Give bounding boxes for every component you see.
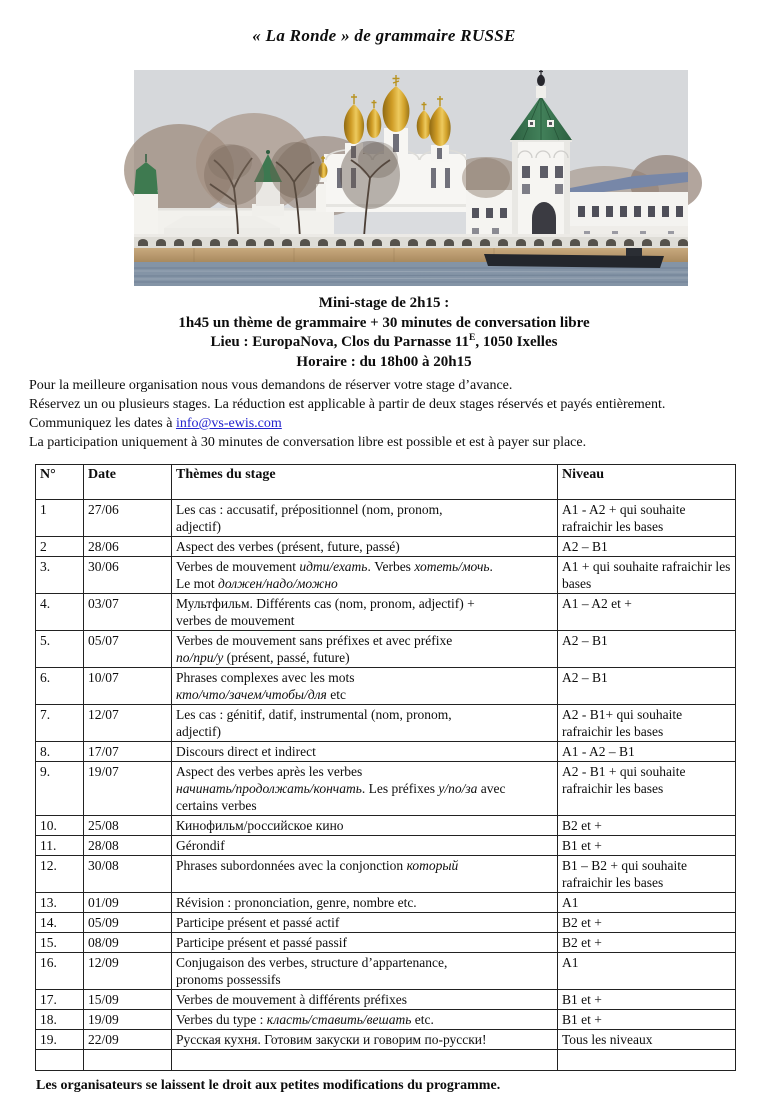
cell-theme: Мультфильм. Différents cas (nom, pronom, adjectif) + verbes de mouvement bbox=[172, 594, 558, 631]
document-page bbox=[0, 26, 768, 1108]
cell-number: 12. bbox=[36, 856, 84, 893]
intro-participation-note: La participation uniquement à 30 minutes de conversation libre est possible et est à payer sur place. bbox=[29, 435, 587, 450]
cell-level: Tous les niveaux bbox=[558, 1030, 736, 1050]
cell-level: B2 et + bbox=[558, 933, 736, 953]
cell-date: 01/09 bbox=[84, 893, 172, 913]
table-header-row bbox=[36, 465, 736, 500]
cell-level: A1 – A2 et + bbox=[558, 594, 736, 631]
monastery-photo-svg bbox=[134, 70, 688, 286]
cell-number bbox=[36, 1050, 84, 1071]
cell-number: 5. bbox=[36, 631, 84, 668]
cell-level: A1 + qui souhaite rafraichir les bases bbox=[558, 557, 736, 594]
cell-date: 19/07 bbox=[84, 762, 172, 816]
details-location: Lieu : EuropaNova, Clos du Parnasse $11^E$, 1050 Ixelles bbox=[210, 333, 558, 350]
cell-date: 30/06 bbox=[84, 557, 172, 594]
cell-theme: Révision : prononciation, genre, nombre etc. bbox=[172, 893, 558, 913]
program-table bbox=[35, 464, 736, 1071]
cell-level: A2 - B1 + qui souhaite rafraichir les bases bbox=[558, 762, 736, 816]
cell-date: 28/08 bbox=[84, 836, 172, 856]
cell-number: 6. bbox=[36, 668, 84, 705]
table-row bbox=[36, 705, 736, 742]
cell-date: 15/09 bbox=[84, 990, 172, 1010]
cell-date: 05/07 bbox=[84, 631, 172, 668]
table-row bbox=[36, 742, 736, 762]
cell-theme: Verbes du type : класть/ставить/вешать etc. bbox=[172, 1010, 558, 1030]
cell-date: 12/07 bbox=[84, 705, 172, 742]
table-row bbox=[36, 500, 736, 537]
table-row bbox=[36, 953, 736, 990]
table-row bbox=[36, 668, 736, 705]
cell-level: A1 bbox=[558, 953, 736, 990]
program-table-body bbox=[36, 500, 736, 1071]
col-header-number: N° bbox=[36, 465, 84, 500]
cell-date: 25/08 bbox=[84, 816, 172, 836]
cell-level: B1 et + bbox=[558, 1010, 736, 1030]
cell-number: 17. bbox=[36, 990, 84, 1010]
cell-date: 17/07 bbox=[84, 742, 172, 762]
cell-theme: Les cas : génitif, datif, instrumental (nom, pronom, adjectif) bbox=[172, 705, 558, 742]
cell-number: 19. bbox=[36, 1030, 84, 1050]
details-schedule: Horaire : du 18h00 à 20h15 bbox=[296, 353, 472, 370]
cell-number: 2 bbox=[36, 537, 84, 557]
cell-theme: Кинофильм/российское кино bbox=[172, 816, 558, 836]
cell-number: 11. bbox=[36, 836, 84, 856]
cell-level: B1 et + bbox=[558, 836, 736, 856]
cell-number: 9. bbox=[36, 762, 84, 816]
cell-number: 1 bbox=[36, 500, 84, 537]
cell-level: B2 et + bbox=[558, 816, 736, 836]
table-row bbox=[36, 762, 736, 816]
cell-level: A1 - A2 – B1 bbox=[558, 742, 736, 762]
intro-reservation-note: Pour la meilleure organisation nous vous demandons de réserver votre stage d’avance. bbox=[29, 378, 513, 393]
table-row bbox=[36, 933, 736, 953]
cell-theme: Русская кухня. Готовим закуски и говорим по-русски! bbox=[172, 1030, 558, 1050]
table-row bbox=[36, 816, 736, 836]
table-row bbox=[36, 856, 736, 893]
cell-theme: Verbes de mouvement sans préfixes et avec préfixe по/при/у (présent, passé, future) bbox=[172, 631, 558, 668]
cell-number: 4. bbox=[36, 594, 84, 631]
cell-level: B2 et + bbox=[558, 913, 736, 933]
table-row bbox=[36, 893, 736, 913]
cell-number: 15. bbox=[36, 933, 84, 953]
cell-date bbox=[84, 1050, 172, 1071]
cell-number: 16. bbox=[36, 953, 84, 990]
cell-theme: Les cas : accusatif, prépositionnel (nom, pronom, adjectif) bbox=[172, 500, 558, 537]
superscript-e: E bbox=[469, 333, 476, 343]
cell-level: B1 – B2 + qui souhaite rafraichir les bases bbox=[558, 856, 736, 893]
cell-number: 13. bbox=[36, 893, 84, 913]
cell-number: 18. bbox=[36, 1010, 84, 1030]
cell-level: A2 – B1 bbox=[558, 668, 736, 705]
cell-date: 10/07 bbox=[84, 668, 172, 705]
cell-level: A2 – B1 bbox=[558, 537, 736, 557]
cell-number: 10. bbox=[36, 816, 84, 836]
table-row bbox=[36, 990, 736, 1010]
cell-date: 19/09 bbox=[84, 1010, 172, 1030]
cell-date: 12/09 bbox=[84, 953, 172, 990]
table-row bbox=[36, 537, 736, 557]
cell-theme: Participe présent et passé passif bbox=[172, 933, 558, 953]
cell-level: A2 – B1 bbox=[558, 631, 736, 668]
cell-date: 27/06 bbox=[84, 500, 172, 537]
cell-level: B1 et + bbox=[558, 990, 736, 1010]
cell-date: 30/08 bbox=[84, 856, 172, 893]
details-format: 1h45 un thème de grammaire + 30 minutes de conversation libre bbox=[178, 314, 590, 331]
cell-theme: Discours direct et indirect bbox=[172, 742, 558, 762]
cell-level bbox=[558, 1050, 736, 1071]
cell-date: 08/09 bbox=[84, 933, 172, 953]
email-link[interactable]: info@vs-ewis.com bbox=[175, 416, 282, 431]
intro-booking-note: Réservez un ou plusieurs stages. La réduction est applicable à partir de deux stages réservés et payés entièrement. Communiquez les dates à info@vs-ewis.com bbox=[29, 397, 666, 431]
cell-level: A2 - B1+ qui souhaite rafraichir les bases bbox=[558, 705, 736, 742]
col-header-theme: Thèmes du stage bbox=[172, 465, 558, 500]
table-row bbox=[36, 631, 736, 668]
cell-theme: Phrases complexes avec les mots кто/что/зачем/чтобы/для etc bbox=[172, 668, 558, 705]
cell-theme: Verbes de mouvement à différents préfixes bbox=[172, 990, 558, 1010]
table-row bbox=[36, 1030, 736, 1050]
intro-paragraphs bbox=[29, 376, 707, 452]
cell-number: 3. bbox=[36, 557, 84, 594]
cell-number: 7. bbox=[36, 705, 84, 742]
monastery-photo bbox=[134, 70, 688, 286]
cell-theme: Phrases subordonnées avec la conjonction который bbox=[172, 856, 558, 893]
cell-number: 14. bbox=[36, 913, 84, 933]
table-row bbox=[36, 913, 736, 933]
table-row bbox=[36, 594, 736, 631]
cell-date: 22/09 bbox=[84, 1030, 172, 1050]
col-header-date: Date bbox=[84, 465, 172, 500]
cell-theme: Aspect des verbes après les verbes начинать/продолжать/кончать. Les préfixes у/по/за avec certains verbes bbox=[172, 762, 558, 816]
cell-theme: Conjugaison des verbes, structure d’appartenance, pronoms possessifs bbox=[172, 953, 558, 990]
session-details bbox=[0, 294, 768, 372]
page-title: « La Ronde » de grammaire RUSSE bbox=[252, 26, 516, 45]
col-header-level: Niveau bbox=[558, 465, 736, 500]
footer-note: Les organisateurs se laissent le droit aux petites modifications du programme. bbox=[36, 1078, 501, 1093]
cell-level: A1 - A2 + qui souhaite rafraichir les bases bbox=[558, 500, 736, 537]
cell-number: 8. bbox=[36, 742, 84, 762]
cell-theme bbox=[172, 1050, 558, 1071]
details-duration: Mini-stage de 2h15 : bbox=[318, 295, 450, 311]
cell-date: 05/09 bbox=[84, 913, 172, 933]
cell-date: 03/07 bbox=[84, 594, 172, 631]
cell-level: A1 bbox=[558, 893, 736, 913]
cell-theme: Aspect des verbes (présent, future, passé) bbox=[172, 537, 558, 557]
cell-theme: Gérondif bbox=[172, 836, 558, 856]
cell-theme: Participe présent et passé actif bbox=[172, 913, 558, 933]
table-row bbox=[36, 836, 736, 856]
cell-date: 28/06 bbox=[84, 537, 172, 557]
table-row bbox=[36, 1050, 736, 1071]
cell-theme: Verbes de mouvement идти/ехать. Verbes хотеть/мочь. Le mot должен/надо/можно bbox=[172, 557, 558, 594]
table-row bbox=[36, 1010, 736, 1030]
table-row bbox=[36, 557, 736, 594]
